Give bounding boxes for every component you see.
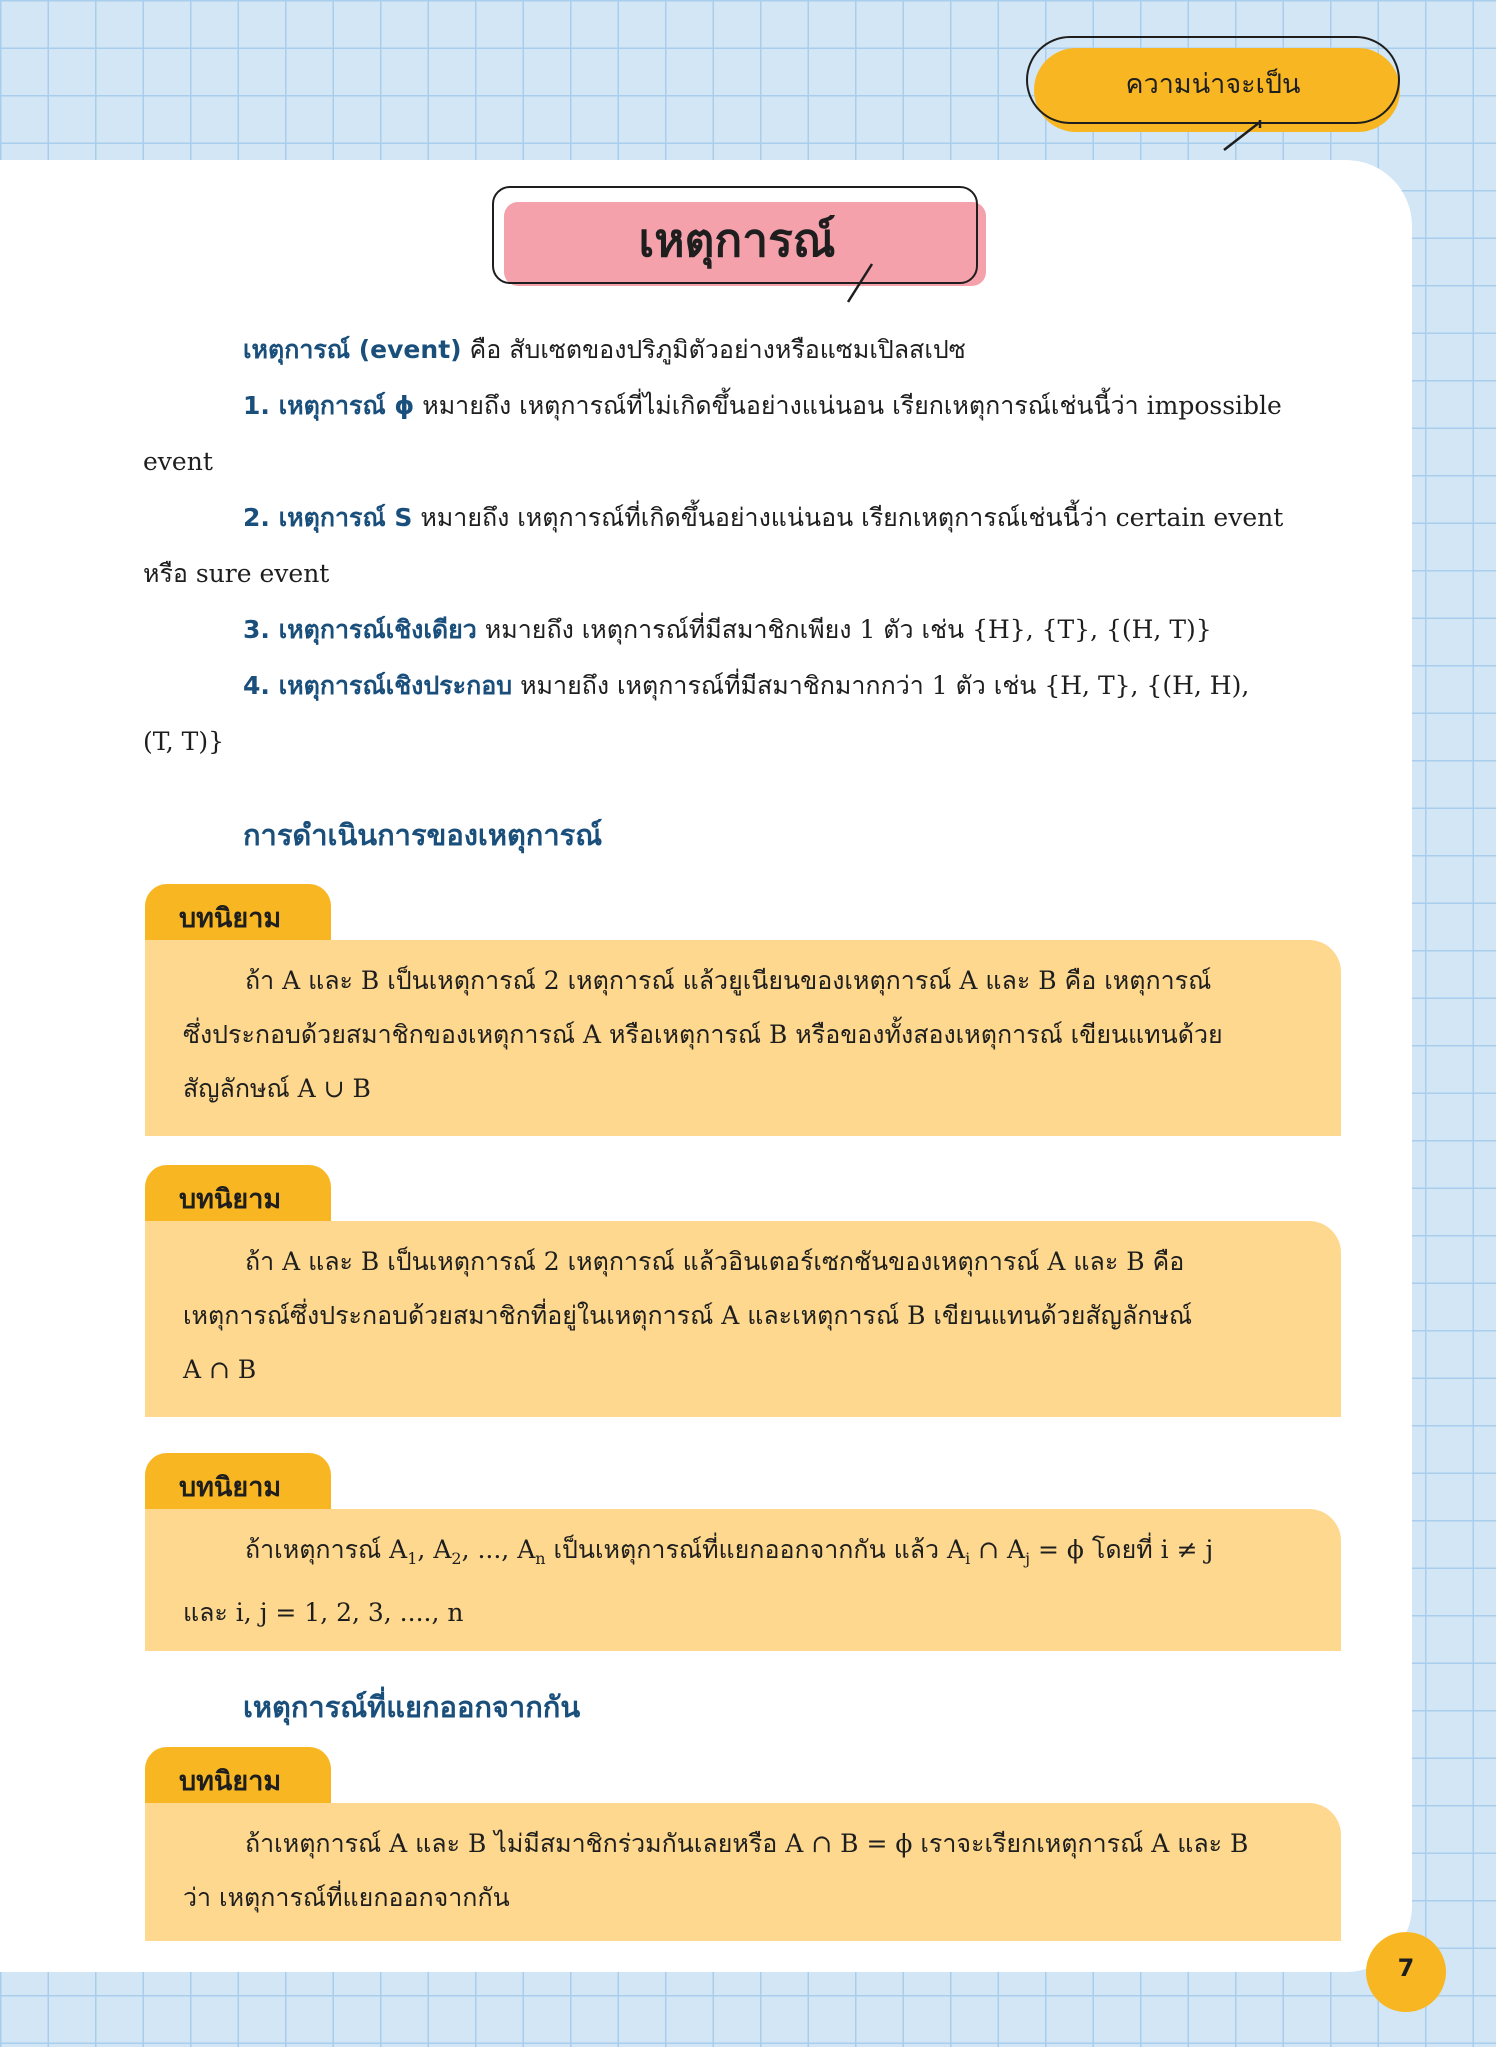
definition-line: ถ้า A และ B เป็นเหตุการณ์ 2 เหตุการณ์ แล้วอินเตอร์เซกชันของเหตุการณ์ A และ B คือ — [245, 1247, 1185, 1276]
item-4-line2: (T, T)} — [143, 727, 224, 756]
page-title-box — [492, 186, 992, 304]
definition-body — [145, 1509, 1341, 1651]
definition-text: , A — [417, 1535, 452, 1564]
subscript: 1 — [407, 1549, 418, 1568]
section-heading-operations: การดำเนินการของเหตุการณ์ — [243, 818, 603, 852]
item-3-text: หมายถึง เหตุการณ์ที่มีสมาชิกเพียง 1 ตัว เช่น {H}, {T}, {(H, T)} — [484, 615, 1212, 644]
section-heading-mutually-exclusive: เหตุการณ์ที่แยกออกจากกัน — [243, 1690, 581, 1724]
definition-tab: บทนิยาม — [145, 1165, 331, 1227]
definition-line: A ∩ B — [183, 1355, 257, 1384]
definition-line — [183, 1523, 1303, 1586]
chapter-title: ความน่าจะเป็น — [1125, 69, 1301, 100]
definition-text: ∩ A — [970, 1535, 1026, 1564]
item-3-term: 3. เหตุการณ์เชิงเดียว — [243, 615, 477, 644]
subscript: n — [535, 1549, 546, 1568]
item-1-line1 — [143, 378, 1283, 434]
item-1-term: 1. เหตุการณ์ ϕ — [243, 391, 415, 420]
item-4-term: 4. เหตุการณ์เชิงประกอบ — [243, 671, 513, 700]
subscript: i — [965, 1549, 971, 1568]
definition-body — [145, 1221, 1341, 1417]
chapter-tag — [1026, 36, 1406, 154]
definition-line: ซึ่งประกอบด้วยสมาชิกของเหตุการณ์ A หรือเหตุการณ์ B หรือของทั้งสองเหตุการณ์ เขียนแทนด้วย — [183, 1020, 1223, 1049]
item-3-line1 — [143, 602, 1283, 658]
definition-line: และ i, j = 1, 2, 3, ...., n — [183, 1598, 464, 1627]
definition-text: , ..., A — [461, 1535, 536, 1564]
item-2-term: 2. เหตุการณ์ S — [243, 503, 413, 532]
intro-line — [143, 322, 1283, 378]
definition-body — [145, 1803, 1341, 1941]
definition-text: ถ้าเหตุการณ์ A — [245, 1535, 408, 1564]
subscript: 2 — [451, 1549, 462, 1568]
intro-text: คือ สับเซตของปริภูมิตัวอย่างหรือแซมเปิลสเปซ — [469, 335, 966, 364]
definition-line: ถ้าเหตุการณ์ A และ B ไม่มีสมาชิกร่วมกันเลยหรือ A ∩ B = ϕ เราจะเรียกเหตุการณ์ A และ B — [245, 1829, 1249, 1858]
intro-paragraph — [143, 322, 1283, 770]
item-2-text: หมายถึง เหตุการณ์ที่เกิดขึ้นอย่างแน่นอน เรียกเหตุการณ์เช่นนี้ว่า certain event — [420, 503, 1284, 532]
item-2-line2: หรือ sure event — [143, 559, 330, 588]
page-title: เหตุการณ์ — [638, 213, 836, 267]
definition-text: = ϕ โดยที่ i ≠ j — [1030, 1535, 1214, 1564]
definition-tab: บทนิยาม — [145, 1453, 331, 1515]
definition-tab: บทนิยาม — [145, 884, 331, 946]
item-2-line1 — [143, 490, 1283, 546]
definition-line: ถ้า A และ B เป็นเหตุการณ์ 2 เหตุการณ์ แล้วยูเนียนของเหตุการณ์ A และ B คือ เหตุการณ์ — [245, 966, 1212, 995]
definition-line: ว่า เหตุการณ์ที่แยกออกจากกัน — [183, 1883, 510, 1912]
definition-body — [145, 940, 1341, 1136]
item-1-text: หมายถึง เหตุการณ์ที่ไม่เกิดขึ้นอย่างแน่นอน เรียกเหตุการณ์เช่นนี้ว่า impossible — [422, 391, 1282, 420]
intro-term: เหตุการณ์ (event) — [243, 335, 462, 364]
item-4-line1 — [143, 658, 1283, 714]
definition-line: เหตุการณ์ซึ่งประกอบด้วยสมาชิกที่อยู่ในเหตุการณ์ A และเหตุการณ์ B เขียนแทนด้วยสัญลักษณ์ — [183, 1301, 1193, 1330]
item-1-line2: event — [143, 447, 213, 476]
page-number-badge — [1366, 1932, 1446, 2012]
subscript: j — [1025, 1549, 1031, 1568]
item-4-text: หมายถึง เหตุการณ์ที่มีสมาชิกมากกว่า 1 ตัว เช่น {H, T}, {(H, H), — [520, 671, 1250, 700]
page-number: 7 — [1397, 1954, 1415, 1982]
definition-text: เป็นเหตุการณ์ที่แยกออกจากกัน แล้ว A — [545, 1535, 966, 1564]
definition-line: สัญลักษณ์ A ∪ B — [183, 1074, 371, 1103]
definition-tab: บทนิยาม — [145, 1747, 331, 1809]
